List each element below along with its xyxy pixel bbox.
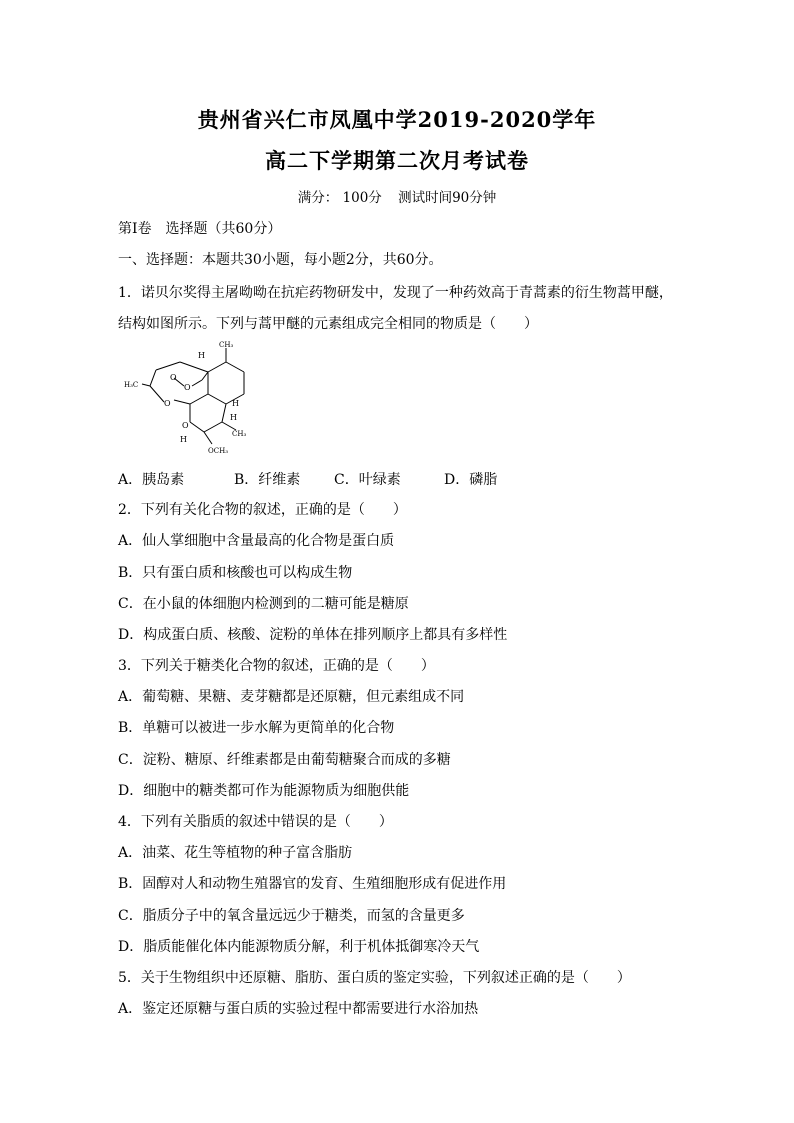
artemether-structure-figure: [118, 340, 278, 460]
figure-label-h-bottom: H: [180, 435, 187, 444]
question-1-stem-line1: 1．诺贝尔奖得主屠呦呦在抗疟药物研发中，发现了一种药效高于青蒿素的衍生物蒿甲醚，: [118, 285, 673, 301]
option-1a[interactable]: A．胰岛素: [118, 472, 185, 488]
exam-title-line1: 贵州省兴仁市凤凰中学2019-2020学年: [197, 107, 597, 132]
option-4a[interactable]: A．油菜、花生等植物的种子富含脂肪: [118, 845, 353, 861]
figure-label-ch3-bottom: CH₃: [232, 430, 247, 438]
figure-label-o3: O: [164, 399, 171, 408]
option-2d[interactable]: D．构成蛋白质、核酸、淀粉的单体在排列顺序上都具有多样性: [118, 627, 508, 643]
option-5a[interactable]: A．鉴定还原糖与蛋白质的实验过程中都需要进行水浴加热: [118, 1001, 479, 1017]
question-1-options: [118, 469, 497, 489]
option-1b[interactable]: B．纤维素: [234, 472, 301, 488]
time-info: 测试时间90分钟: [398, 190, 497, 206]
question-5-stem: 5．关于生物组织中还原糖、脂肪、蛋白质的鉴定实验，下列叙述正确的是（ ）: [118, 970, 631, 986]
figure-label-ch3-top: CH₃: [219, 341, 234, 349]
question-3-stem: 3．下列关于糖类化合物的叙述，正确的是（ ）: [118, 658, 435, 674]
figure-label-och3: OCH₃: [208, 447, 229, 455]
option-2b[interactable]: B．只有蛋白质和核酸也可以构成生物: [118, 565, 353, 581]
option-3c[interactable]: C．淀粉、糖原、纤维素都是由葡萄糖聚合而成的多糖: [118, 752, 451, 768]
option-3b[interactable]: B．单糖可以被进一步水解为更简单的化合物: [118, 720, 395, 736]
figure-label-o4: O: [182, 421, 189, 430]
option-4b[interactable]: B．固醇对人和动物生殖器官的发育、生殖细胞形成有促进作用: [118, 876, 507, 892]
question-4-stem: 4．下列有关脂质的叙述中错误的是（ ）: [118, 814, 393, 830]
option-1d[interactable]: D．磷脂: [444, 472, 498, 488]
option-3a[interactable]: A．葡萄糖、果糖、麦芽糖都是还原糖，但元素组成不同: [118, 689, 465, 705]
option-4d[interactable]: D．脂质能催化体内能源物质分解，利于机体抵御寒冷天气: [118, 939, 480, 955]
part-title: 第Ⅰ卷 选择题（共60分）: [118, 221, 282, 237]
figure-label-h-right: H: [232, 399, 239, 408]
option-4c[interactable]: C．脂质分子中的氧含量远远少于糖类，而氢的含量更多: [118, 908, 465, 924]
score-info: 满分： 100分: [297, 190, 382, 206]
question-1-stem-line2: 结构如图所示。下列与蒿甲醚的元素组成完全相同的物质是（ ）: [118, 316, 538, 332]
exam-meta: [0, 186, 794, 206]
option-1c[interactable]: C．叶绿素: [334, 472, 401, 488]
option-2c[interactable]: C．在小鼠的体细胞内检测到的二糖可能是糖原: [118, 596, 409, 612]
option-2a[interactable]: A．仙人掌细胞中含量最高的化合物是蛋白质: [118, 533, 395, 549]
figure-label-h-top: H: [198, 351, 205, 360]
option-3d[interactable]: D．细胞中的糖类都可作为能源物质为细胞供能: [118, 783, 410, 799]
exam-title-line2: 高二下学期第二次月考试卷: [265, 148, 529, 173]
figure-label-ch3-left: H₃C: [124, 381, 139, 389]
figure-label-o2: O: [184, 383, 191, 392]
section-instruction: 一、选择题：本题共30小题，每小题2分，共60分。: [118, 252, 443, 268]
question-2-stem: 2．下列有关化合物的叙述，正确的是（ ）: [118, 502, 407, 518]
figure-label-o1: O: [170, 373, 177, 382]
figure-label-h-mid: H: [230, 413, 237, 422]
